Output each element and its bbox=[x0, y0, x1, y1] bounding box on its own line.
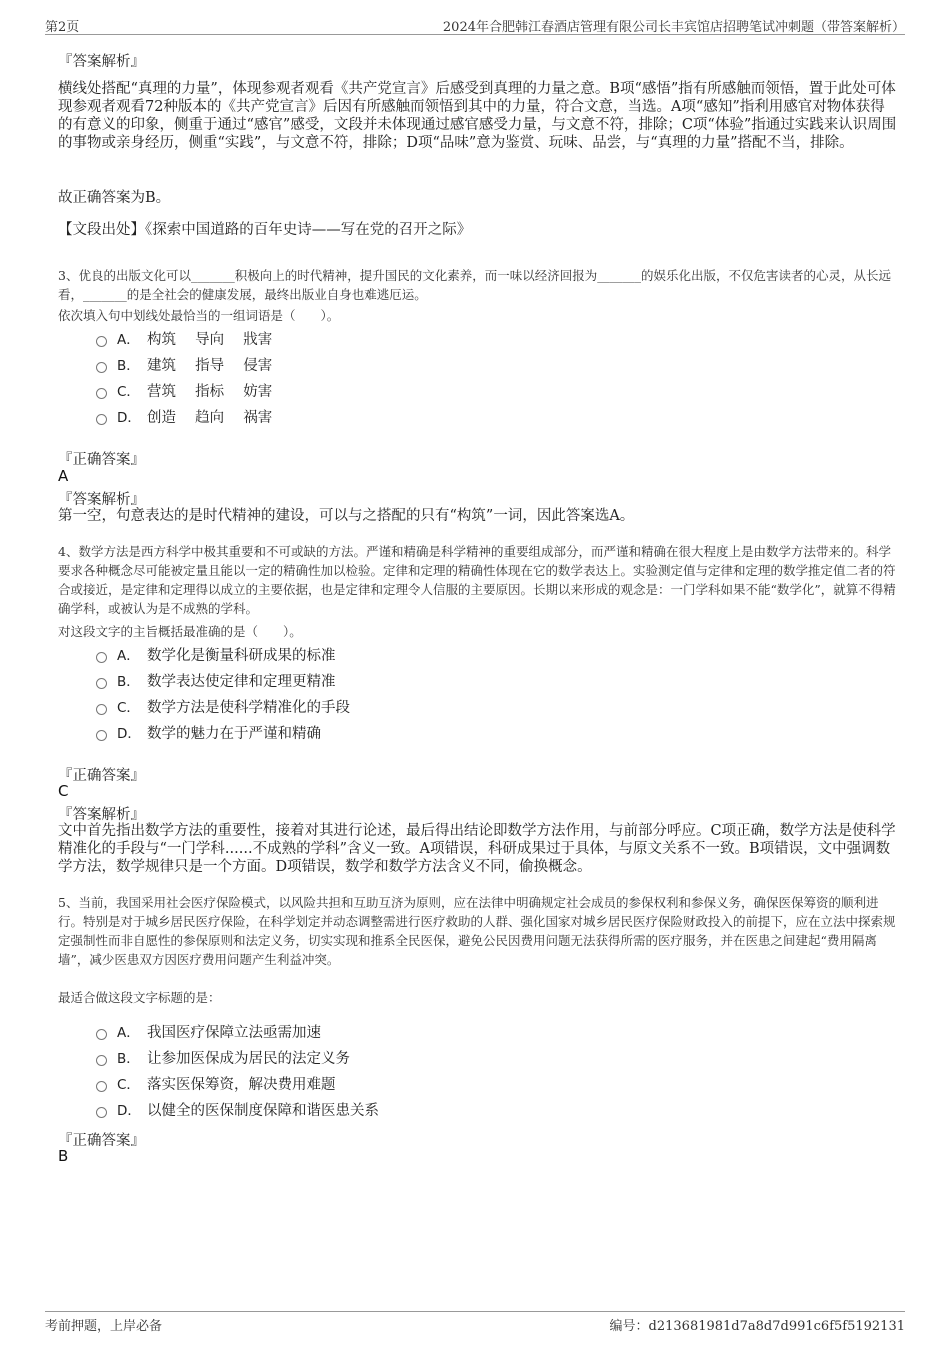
q4-answer: C bbox=[58, 782, 69, 800]
radio-button-icon[interactable] bbox=[96, 388, 107, 399]
q5-answer-label: 『正确答案』 bbox=[58, 1133, 145, 1149]
q4-prompt: 对这段文字的主旨概括最准确的是（ ）。 bbox=[58, 624, 302, 639]
q3-analysis-label: 『答案解析』 bbox=[58, 492, 145, 508]
document-code: 编号：d213681981d7a8d7d991c6f5f5192131 bbox=[609, 1319, 905, 1334]
radio-button-icon[interactable] bbox=[96, 1107, 107, 1118]
q5-answer: B bbox=[58, 1147, 69, 1165]
q5-option-b[interactable]: B． 让参加医保成为居民的法定义务 bbox=[96, 1044, 796, 1070]
q2-source: 【文段出处】《探索中国道路的百年史诗——写在党的召开之际》 bbox=[58, 222, 472, 238]
page-footer bbox=[45, 1311, 905, 1334]
q5-options bbox=[96, 1018, 796, 1122]
radio-button-icon[interactable] bbox=[96, 1029, 107, 1040]
q3-option-a[interactable]: A． 构筑 导向 戕害 bbox=[96, 325, 796, 351]
q4-option-d[interactable]: D． 数学的魅力在于严谨和精确 bbox=[96, 719, 796, 745]
q3-answer-label: 『正确答案』 bbox=[58, 452, 145, 468]
document-title: 2024年合肥韩江春酒店管理有限公司长丰宾馆店招聘笔试冲刺题（带答案解析） bbox=[442, 20, 905, 35]
q4-option-a[interactable]: A． 数学化是衡量科研成果的标准 bbox=[96, 641, 796, 667]
q3-prompt: 依次填入句中划线处最恰当的一组词语是（ ）。 bbox=[58, 308, 340, 323]
radio-button-icon[interactable] bbox=[96, 730, 107, 741]
q5-prompt: 最适合做这段文字标题的是： bbox=[58, 990, 221, 1005]
q4-option-b[interactable]: B． 数学表达使定律和定理更精准 bbox=[96, 667, 796, 693]
q4-analysis-label: 『答案解析』 bbox=[58, 807, 145, 823]
q4-option-c[interactable]: C． 数学方法是使科学精准化的手段 bbox=[96, 693, 796, 719]
q2-conclusion: 故正确答案为B。 bbox=[58, 190, 171, 206]
q5-option-a[interactable]: A． 我国医疗保障立法亟需加速 bbox=[96, 1018, 796, 1044]
q3-option-b[interactable]: B． 建筑 指导 侵害 bbox=[96, 351, 796, 377]
radio-button-icon[interactable] bbox=[96, 336, 107, 347]
q3-option-c[interactable]: C． 营筑 指标 妨害 bbox=[96, 377, 796, 403]
q3-options bbox=[96, 325, 796, 429]
q3-stem: 3、优良的出版文化可以_______积极向上的时代精神，提升国民的文化素养，而一味以经济回报为_______的娱乐化出版，不仅危害读者的心灵，从长远看，_______的是全社会的健康发展，最终出版业自身也难逃厄运。 bbox=[58, 268, 891, 302]
q2-analysis-label: 『答案解析』 bbox=[58, 54, 145, 70]
radio-button-icon[interactable] bbox=[96, 704, 107, 715]
q3-option-d[interactable]: D． 创造 趋向 祸害 bbox=[96, 403, 796, 429]
q4-answer-label: 『正确答案』 bbox=[58, 768, 145, 784]
page-header bbox=[45, 14, 905, 35]
q3-analysis-text: 第一空，句意表达的是时代精神的建设，可以与之搭配的只有“构筑”一词，因此答案选A。 bbox=[58, 508, 635, 524]
radio-button-icon[interactable] bbox=[96, 1081, 107, 1092]
q4-stem: 4、数学方法是西方科学中极其重要和不可或缺的方法。严谨和精确是科学精神的重要组成部分，而严谨和精确在很大程度上是由数学方法带来的。科学要求各种概念尽可能被定量且能以一定的精确性加以检验。定律和定理的精确性体现在它的数学表达上。实验测定值与定律和定理的数学推定值二者的符合或接近，是定律和定理得以成立的主要依据，也是定律和定理令人信服的主要原因。长期以来形成的观念是：一门学科如果不能“数学化”，就算不得精确学科，或被认为是不成熟的学科。 bbox=[58, 544, 896, 616]
radio-button-icon[interactable] bbox=[96, 414, 107, 425]
radio-button-icon[interactable] bbox=[96, 1055, 107, 1066]
q5-option-c[interactable]: C． 落实医保筹资，解决费用难题 bbox=[96, 1070, 796, 1096]
footer-slogan: 考前押题，上岸必备 bbox=[45, 1319, 163, 1334]
q2-analysis-text: 横线处搭配“真理的力量”，体现参观者观看《共产党宣言》后感受到真理的力量之意。B项“感悟”指有所感触而领悟，置于此处可体现参观者观看72种版本的《共产党宣言》后因有所感触而领悟到其中的力量，符合文意，当选。A项“感知”指利用感官对物体获得的有意义的印象，侧重于通过“感官”感受，文段并未体现通过感官感受力量，与文意不符，排除；C项“体验”指通过实践来认识周围的事物或亲身经历，侧重“实践”，与文意不符，排除；D项“品味”意为鉴赏、玩味、品尝，与“真理的力量”搭配不当，排除。 bbox=[58, 81, 897, 151]
radio-button-icon[interactable] bbox=[96, 678, 107, 689]
q4-analysis-text: 文中首先指出数学方法的重要性，接着对其进行论述，最后得出结论即数学方法作用，与前部分呼应。C项正确，数学方法是使科学精准化的手段与“一门学科......不成熟的学科”含义一致。A项错误，科研成果过于具体，与原文关系不一致。B项错误，文中强调数学方法，数学规律只是一个方面。D项错误，数学和数学方法含义不同，偷换概念。 bbox=[58, 823, 896, 875]
q4-options bbox=[96, 641, 796, 745]
page-number: 第2页 bbox=[45, 20, 80, 35]
q5-option-d[interactable]: D． 以健全的医保制度保障和谐医患关系 bbox=[96, 1096, 796, 1122]
q5-stem: 5、当前，我国采用社会医疗保险模式，以风险共担和互助互济为原则，应在法律中明确规定社会成员的参保权利和参保义务，确保医保筹资的顺利进行。特别是对于城乡居民医疗保险，在科学划定并动态调整需进行医疗救助的人群、强化国家对城乡居民医疗保险财政投入的前提下，应在立法中探索规定强制性而非自愿性的参保原则和法定义务，切实实现和推系全民医保，避免公民因费用问题无法获得所需的医疗服务，并在医患之间建起“费用隔离墙”，减少医患双方因医疗费用问题产生利益冲突。 bbox=[58, 895, 896, 967]
q3-answer: A bbox=[58, 467, 69, 485]
radio-button-icon[interactable] bbox=[96, 652, 107, 663]
radio-button-icon[interactable] bbox=[96, 362, 107, 373]
